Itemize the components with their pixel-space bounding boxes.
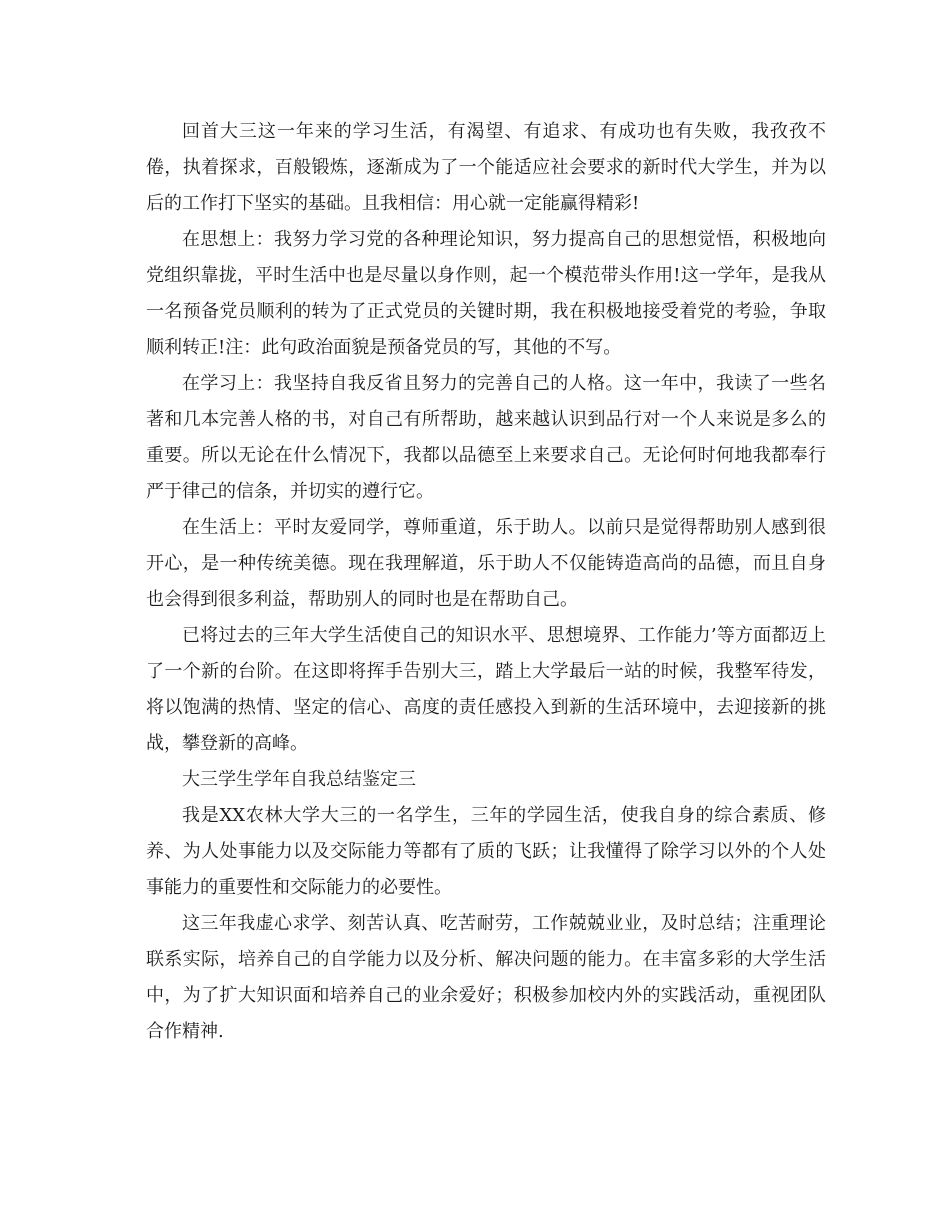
paragraph-self-intro: 我是XX农林大学大三的一名学生，三年的学园生活，使我自身的综合素质、修养、为人处事能力以及交际能力等都有了质的飞跃；让我懂得了除学习以外的个人处事能力的重要性和交际能力的必要性。: [146, 805, 826, 898]
paragraph-life: 在生活上：平时友爱同学，尊师重道，乐于助人。以前只是觉得帮助别人感到很开心，是一种传统美德。现在我理解道，乐于助人不仅能铸造高尚的品德，而且自身也会得到很多利益，帮助别人的同时也是在帮助自己。: [146, 517, 826, 610]
paragraph-three-years: 这三年我虚心求学、刻苦认真、吃苦耐劳，工作兢兢业业，及时总结；注重理论联系实际，培养自己的自学能力以及分析、解决问题的能力。在丰富多彩的大学生活中，为了扩大知识面和培养自己的业余爱好；积极参加校内外的实践活动，重视团队合作精神.: [146, 913, 826, 1042]
paragraph-intro: 回首大三这一年来的学习生活，有渴望、有追求、有成功也有失败，我孜孜不倦，执着探求，百般锻炼，逐渐成为了一个能适应社会要求的新时代大学生，并为以后的工作打下坚实的基础。且我相信：用心就一定能赢得精彩!: [146, 121, 826, 214]
section-title: 大三学生学年自我总结鉴定三: [182, 769, 416, 790]
paragraph-conclusion: 已将过去的三年大学生活使自己的知识水平、思想境界、工作能力’等方面都迈上了一个新的台阶。在这即将挥手告别大三，踏上大学最后一站的时候，我整军待发，将以饱满的热情、坚定的信心、高度的责任感投入到新的生活环境中，去迎接新的挑战，攀登新的高峰。: [146, 625, 826, 754]
document-body: [146, 114, 826, 1050]
paragraph-study: 在学习上：我坚持自我反省且努力的完善自己的人格。这一年中，我读了一些名著和几本完善人格的书，对自己有所帮助，越来越认识到品行对一个人来说是多么的重要。所以无论在什么情况下，我都以品德至上来要求自己。无论何时何地我都奉行严于律己的信条，并切实的遵行它。: [146, 373, 826, 502]
paragraph-ideology: 在思想上：我努力学习党的各种理论知识，努力提高自己的思想觉悟，积极地向党组织靠拢，平时生活中也是尽量以身作则，起一个模范带头作用!这一学年，是我从一名预备党员顺利的转为了正式党员的关键时期，我在积极地接受着党的考验，争取顺利转正!注：此句政治面貌是预备党员的写，其他的不写。: [146, 229, 826, 358]
